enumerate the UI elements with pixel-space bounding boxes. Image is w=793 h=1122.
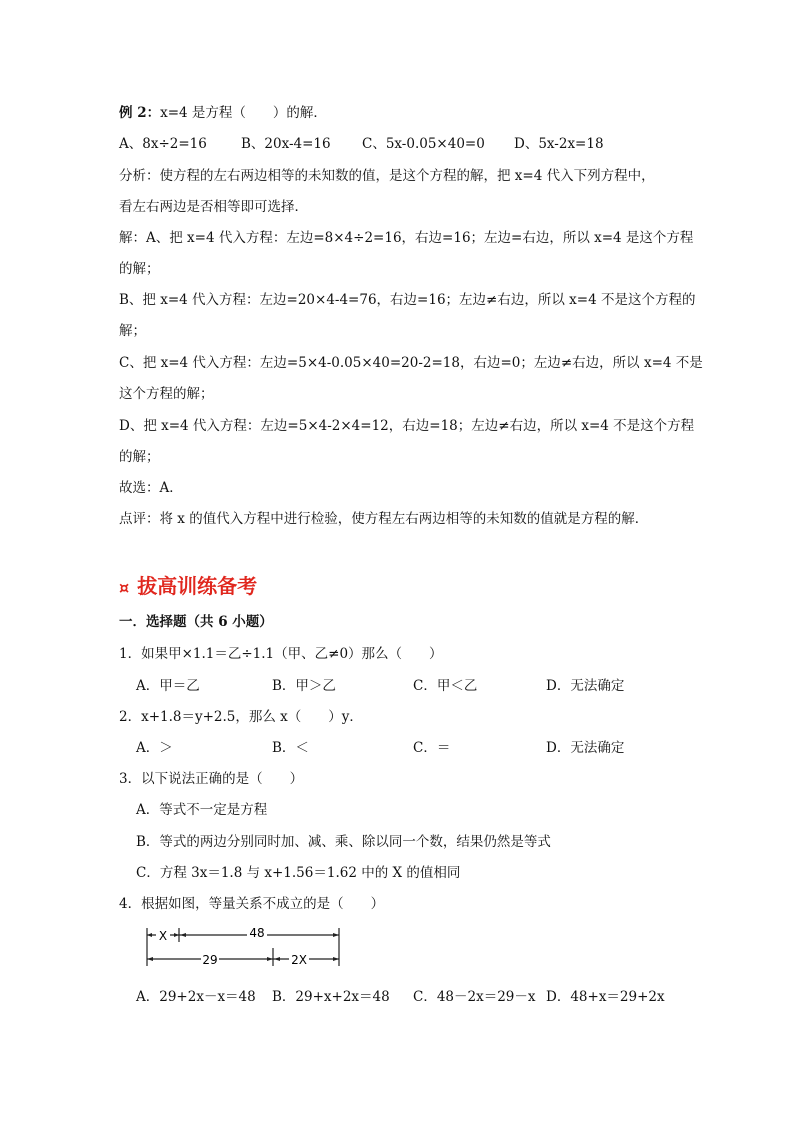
question-1-option-a: A．甲＝乙 xyxy=(136,678,200,694)
example-label: 例 2： xyxy=(119,105,161,121)
example-option-a: A、8x÷2=16 xyxy=(119,136,207,152)
diagram-arrow-29-right xyxy=(267,957,273,961)
diagram-arrow-x-left xyxy=(147,933,152,937)
diagram-arrow-2x-left xyxy=(274,957,280,961)
solution-b-line-1: B、把 x=4 代入方程：左边=20×4-4=76，右边=16；左边≠右边，所以 x=4 不是这个方程的 xyxy=(119,292,696,308)
diagram-label-x: X xyxy=(158,929,168,943)
question-2-option-a: A．＞ xyxy=(136,740,173,756)
question-1-option-c: C．甲＜乙 xyxy=(413,678,478,694)
answer-line: 故选：A． xyxy=(119,480,183,496)
diagram-arrow-29-left xyxy=(147,957,153,961)
section-mark: ¤ xyxy=(119,578,130,597)
question-1-stem: 1．如果甲×1.1＝乙÷1.1（甲、乙≠0）那么（ ） xyxy=(119,646,443,662)
example-option-c: C、5x-0.05×40=0 xyxy=(362,136,485,152)
diagram-arrow-48-left xyxy=(180,933,186,937)
diagram-arrow-2x-right xyxy=(333,957,339,961)
question-4-option-b: B．29+x+2x＝48 xyxy=(272,989,390,1005)
question-1-option-b: B．甲＞乙 xyxy=(272,678,336,694)
question-4-option-a: A．29+2x－x＝48 xyxy=(136,989,256,1005)
solution-c-line-1: C、把 x=4 代入方程：左边=5×4-0.05×40=20-2=18，右边=0；左边≠右边，所以 x=4 不是 xyxy=(119,355,703,371)
question-3-stem: 3．以下说法正确的是（ ） xyxy=(119,771,304,787)
question-2-option-b: B．＜ xyxy=(272,740,309,756)
diagram-label-29: 29 xyxy=(202,953,218,967)
example-question-line xyxy=(119,104,327,122)
question-2-option-c: C．＝ xyxy=(413,740,451,756)
question-3-option-a: A．等式不一定是方程 xyxy=(136,802,268,818)
solution-a-line-2: 的解； xyxy=(119,261,160,277)
solution-b-line-2: 解； xyxy=(119,323,146,339)
section-title xyxy=(119,574,257,600)
example-option-d: D、5x-2x=18 xyxy=(514,136,604,152)
solution-c-line-2: 这个方程的解； xyxy=(119,386,214,402)
solution-d-line-2: 的解； xyxy=(119,449,160,465)
question-4-option-c: C．48－2x＝29－x xyxy=(413,989,536,1005)
section-title-text: 拔高训练备考 xyxy=(137,574,258,598)
diagram-label-48: 48 xyxy=(249,926,265,940)
part-one-heading: 一．选择题（共 6 小题） xyxy=(119,614,273,630)
question-4-option-d: D．48+x＝29+2x xyxy=(546,989,665,1005)
solution-d-line-1: D、把 x=4 代入方程：左边=5×4-2×4=12，右边=18；左边≠右边，所以 x=4 不是这个方程 xyxy=(119,418,695,434)
solution-a-line-1: 解：A、把 x=4 代入方程：左边=8×4÷2=16，右边=16；左边=右边，所以 x=4 是这个方程 xyxy=(119,230,694,246)
diagram-label-2x: 2X xyxy=(291,953,307,967)
comment-line: 点评：将 x 的值代入方程中进行检验，使方程左右两边相等的未知数的值就是方程的解． xyxy=(119,511,649,527)
question-3-option-b: B．等式的两边分别同时加、减、乘、除以同一个数，结果仍然是等式 xyxy=(136,834,551,850)
question-4-stem: 4．根据如图，等量关系不成立的是（ ） xyxy=(119,896,385,912)
question-2-option-d: D．无法确定 xyxy=(546,740,625,756)
question-3-option-c: C．方程 3x＝1.8 与 x+1.56＝1.62 中的 X 的值相同 xyxy=(136,865,461,881)
question-2-stem: 2．x+1.8＝y+2.5，那么 x（ ）y． xyxy=(119,709,363,725)
example-question: x=4 是方程（ ）的解． xyxy=(160,105,327,121)
example-option-b: B、20x-4=16 xyxy=(241,136,331,152)
question-1-option-d: D．无法确定 xyxy=(546,678,625,694)
diagram-arrow-48-right xyxy=(333,933,339,937)
segment-diagram xyxy=(146,926,346,972)
analysis-line-1: 分析：使方程的左右两边相等的未知数的值，是这个方程的解，把 x=4 代入下列方程中， xyxy=(119,168,655,184)
analysis-line-2: 看左右两边是否相等即可选择． xyxy=(119,199,308,215)
diagram-arrow-x-right xyxy=(174,933,179,937)
